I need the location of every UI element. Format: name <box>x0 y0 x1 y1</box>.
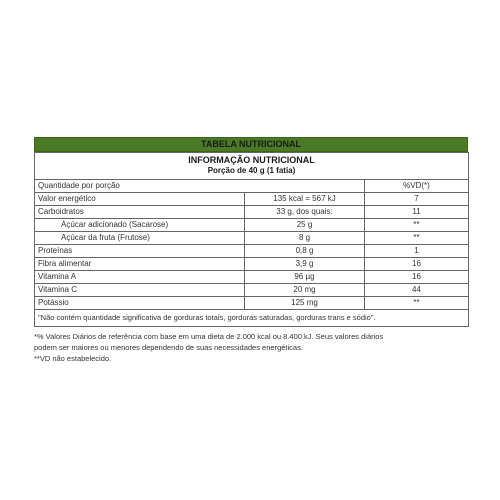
nutrient-amount: 96 µg <box>245 271 365 284</box>
nutrient-vd: 1 <box>365 245 469 258</box>
nutrition-table-banner: TABELA NUTRICIONAL <box>34 137 468 152</box>
table-row <box>35 297 469 310</box>
table-heading: INFORMAÇÃO NUTRICIONAL <box>188 155 315 165</box>
table-row <box>35 193 469 206</box>
nutrient-vd: 7 <box>365 193 469 206</box>
nutrient-vd: ** <box>365 297 469 310</box>
nutrient-name: Potássio <box>35 297 245 310</box>
column-header-label: Quantidade por porção <box>35 180 365 193</box>
nutrient-name: Valor energético <box>35 193 245 206</box>
nutrient-amount: 3,9 g <box>245 258 365 271</box>
nutrient-amount: 25 g <box>245 219 365 232</box>
table-header-row <box>35 153 469 180</box>
nutrient-vd: 16 <box>365 271 469 284</box>
table-row <box>35 219 469 232</box>
footnote-line: podem ser maiores ou menores dependendo de suas necessidades energéticas. <box>34 343 303 352</box>
footnote-line: *% Valores Diários de referência com base em uma dieta de 2.000 kcal ou 8.400 kJ. Seus valores diários <box>34 332 384 341</box>
nutrient-amount: 0,8 g <box>245 245 365 258</box>
table-footnote: "Não contém quantidade significativa de gorduras totais, gorduras saturadas, gorduras trans e sódio". <box>35 310 469 327</box>
nutrient-amount: 8 g <box>245 232 365 245</box>
nutrient-name: Vitamina A <box>35 271 245 284</box>
table-header-cell <box>35 153 469 180</box>
footnote-line: **VD não estabelecido. <box>34 354 112 363</box>
table-footnote-row <box>35 310 469 327</box>
table-row <box>35 258 469 271</box>
table-row <box>35 232 469 245</box>
nutrient-name: Vitamina C <box>35 284 245 297</box>
footnotes <box>34 331 468 364</box>
nutrient-name: Açúcar adicionado (Sacarose) <box>35 219 245 232</box>
nutrient-vd: ** <box>365 219 469 232</box>
table-row <box>35 271 469 284</box>
nutrient-name: Fibra alimentar <box>35 258 245 271</box>
table-row <box>35 245 469 258</box>
column-header-row <box>35 180 469 193</box>
nutrient-amount: 125 mg <box>245 297 365 310</box>
portion-size: Porção de 40 g (1 fatia) <box>207 166 296 175</box>
table-row <box>35 284 469 297</box>
nutrient-vd: 16 <box>365 258 469 271</box>
nutrient-name: Açúcar da fruta (Frutose) <box>35 232 245 245</box>
table-row <box>35 206 469 219</box>
nutrient-vd: ** <box>365 232 469 245</box>
nutrient-vd: 11 <box>365 206 469 219</box>
column-header-vd: %VD(*) <box>365 180 469 193</box>
nutrient-amount: 33 g, dos quais: <box>245 206 365 219</box>
nutrition-panel <box>34 137 468 364</box>
nutrition-table <box>34 152 469 327</box>
nutrient-vd: 44 <box>365 284 469 297</box>
nutrient-name: Carboidratos <box>35 206 245 219</box>
nutrient-amount: 20 mg <box>245 284 365 297</box>
nutrient-name: Proteínas <box>35 245 245 258</box>
nutrient-amount: 135 kcal = 567 kJ <box>245 193 365 206</box>
